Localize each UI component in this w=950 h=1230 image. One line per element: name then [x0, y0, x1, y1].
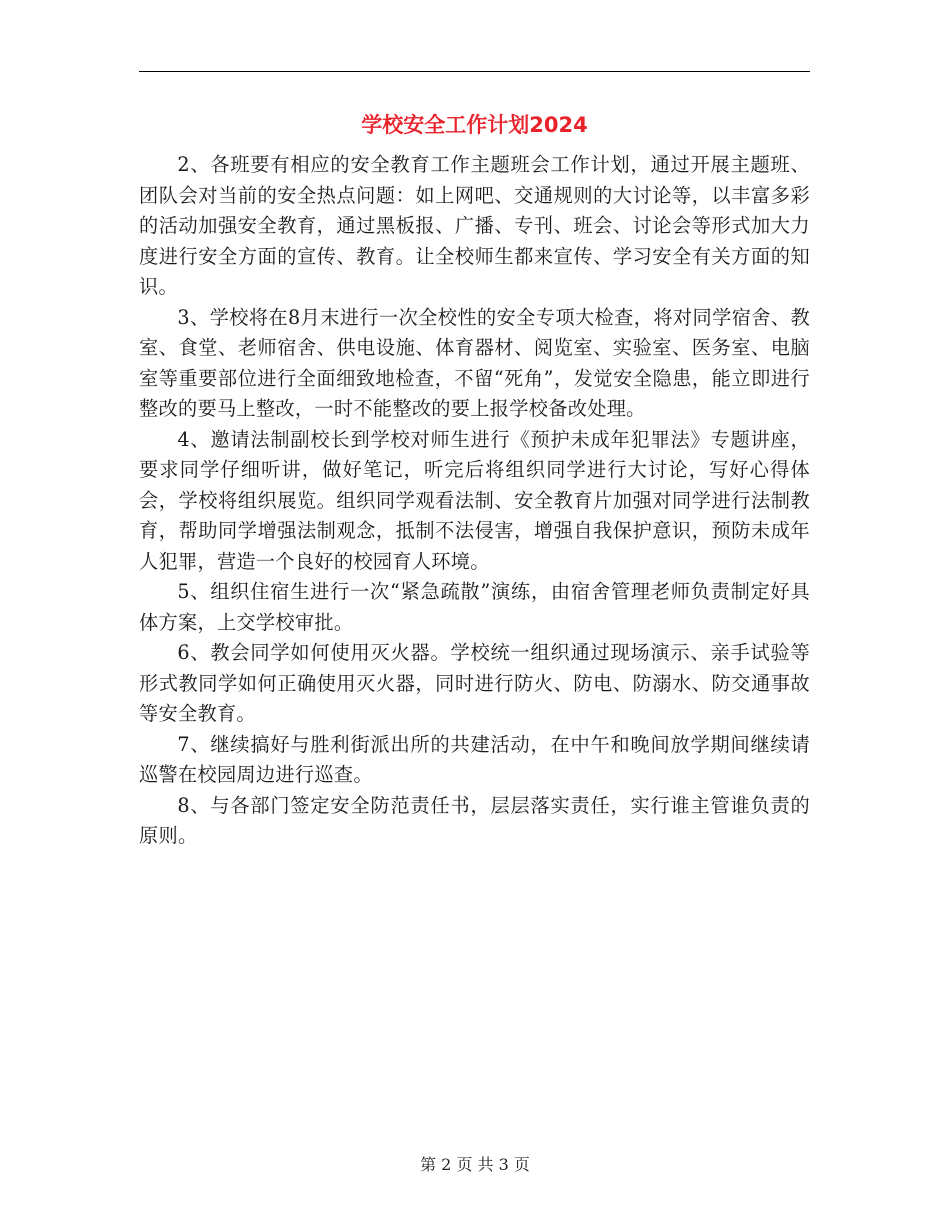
page-number-footer: 第 2 页 共 3 页: [420, 1155, 530, 1174]
paragraph-item-4: 4、邀请法制副校长到学校对师生进行《预护未成年犯罪法》专题讲座，要求同学仔细听讲，做好笔记，听完后将组织同学进行大讨论，写好心得体会，学校将组织展览。组织同学观看法制、安全教育片加强对同学进行法制教育，帮助同学增强法制观念，抵制不法侵害，增强自我保护意识，预防未成年人犯罪，营造一个良好的校园育人环境。: [139, 427, 810, 573]
paragraph-item-7: 7、继续搞好与胜利街派出所的共建活动，在中午和晚间放学期间继续请巡警在校园周边进行巡查。: [139, 732, 810, 786]
paragraph-item-8: 8、与各部门签定安全防范责任书，层层落实责任，实行谁主管谁负责的原则。: [139, 793, 810, 847]
paragraph-item-3: 3、学校将在8月末进行一次全校性的安全专项大检查，将对同学宿舍、教室、食堂、老师宿舍、供电设施、体育器材、阅览室、实验室、医务室、电脑室等重要部位进行全面细致地检查，不留“死角”，发觉安全隐患，能立即进行整改的要马上整改，一时不能整改的要上报学校备改处理。: [139, 305, 810, 420]
paragraph-item-5: 5、组织住宿生进行一次“紧急疏散”演练，由宿舍管理老师负责制定好具体方案，上交学校审批。: [139, 580, 810, 634]
document-body: [139, 150, 810, 852]
paragraph-item-6: 6、教会同学如何使用灭火器。学校统一组织通过现场演示、亲手试验等形式教同学如何正确使用灭火器，同时进行防火、防电、防溺水、防交通事故等安全教育。: [139, 641, 810, 725]
paragraph-item-2: 2、各班要有相应的安全教育工作主题班会工作计划，通过开展主题班、团队会对当前的安全热点问题：如上网吧、交通规则的大讨论等，以丰富多彩的活动加强安全教育，通过黑板报、广播、专刊、班会、讨论会等形式加大力度进行安全方面的宣传、教育。让全校师生都来宣传、学习安全有关方面的知识。: [139, 153, 810, 298]
header-rule: [139, 71, 810, 72]
document-title: 学校安全工作计划2024: [361, 113, 588, 137]
